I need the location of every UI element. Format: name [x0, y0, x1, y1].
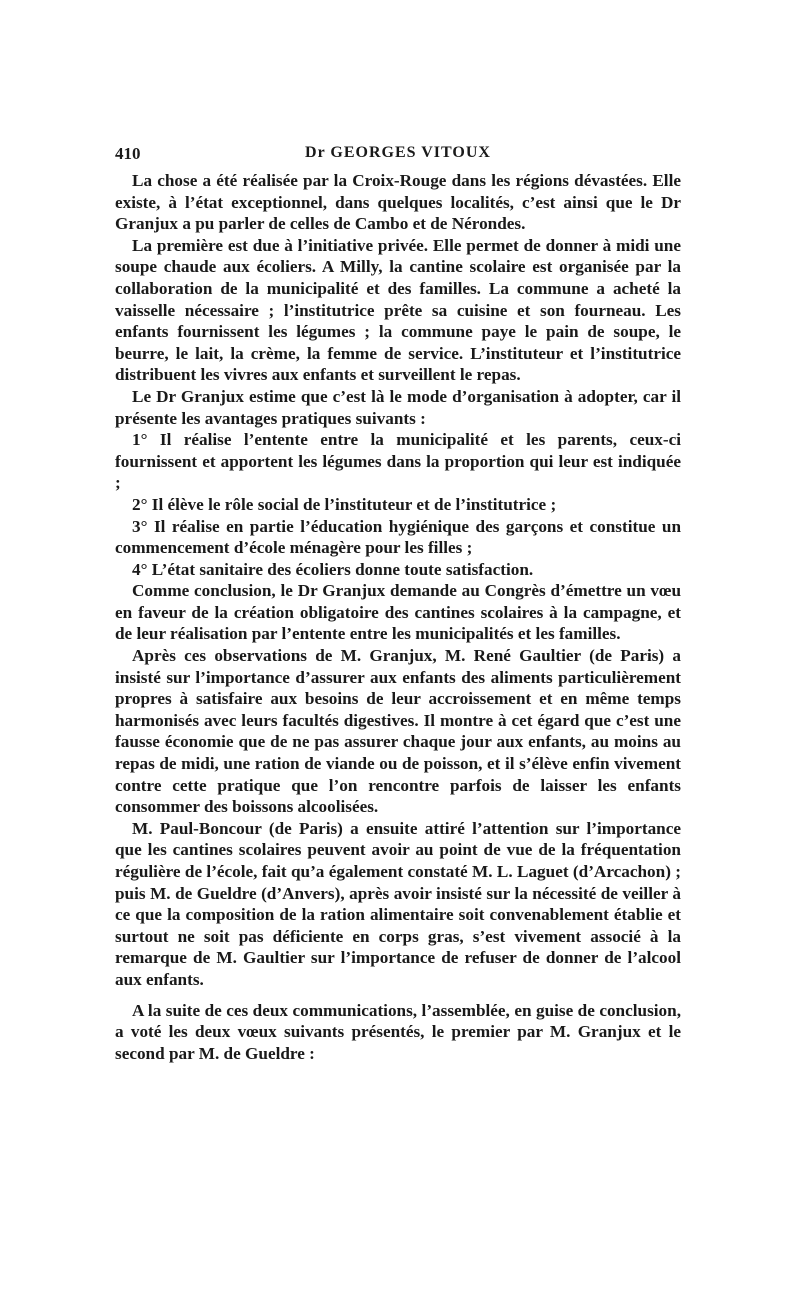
- body-text: [115, 170, 681, 1064]
- paragraph: A la suite de ces deux communications, l’assemblée, en guise de conclusion, a voté les deux vœux suivants présentés, le premier par M. Granjux et le second par M. de Gueldre :: [115, 1000, 681, 1063]
- paragraph: Le Dr Granjux estime que c’est là le mode d’organisation à adopter, car il présente les avantages pratiques suivants :: [115, 386, 681, 428]
- paragraph: Comme conclusion, le Dr Granjux demande au Congrès d’émettre un vœu en faveur de la création obligatoire des cantines scolaires à la campagne, et de leur réalisation par l’entente entre les municipalités et les familles.: [115, 581, 681, 644]
- paragraph: Après ces observations de M. Granjux, M. René Gaultier (de Paris) a insisté sur l’importance d’assurer aux enfants des aliments particulièrement propres à satisfaire aux besoins de leur accroissement et en même temps harmonisés avec leurs facultés digestives. Il montre à cet égard que c’est une fausse économie que de ne pas assurer chaque jour aux enfants, au moins au repas de midi, une ration de viande ou de poisson, et il s’élève enfin vivement contre cette pratique que l’on rencontre parfois de laisser les enfants consommer des boissons alcoolisées.: [115, 646, 681, 817]
- list-item: 1° Il réalise l’entente entre la municipalité et les parents, ceux-ci fournissent et apportent les légumes dans la proportion qui leur est indiquée ;: [115, 430, 681, 493]
- list-item: 2° Il élève le rôle social de l’instituteur et de l’institutrice ;: [132, 494, 557, 514]
- paragraph: La chose a été réalisée par la Croix-Rouge dans les régions dévastées. Elle existe, à l’état exceptionnel, dans quelques localités, c’est ainsi que le Dr Granjux a pu parler de celles de Cambo et de Nérondes.: [115, 171, 681, 234]
- book-page: [115, 140, 681, 1064]
- page-header: [115, 140, 681, 170]
- paragraph: M. Paul-Boncour (de Paris) a ensuite attiré l’attention sur l’importance que les cantines scolaires peuvent avoir au point de vue de la fréquentation régulière de l’école, fait qu’a également constaté M. L. Laguet (d’Arcachon) ; puis M. de Gueldre (d’Anvers), après avoir insisté sur la nécessité de veiller à ce que la composition de la ration alimentaire soit convenablement établie et surtout ne soit pas déficiente en corps gras, s’est vivement associé à la remarque de M. Gaultier sur l’importance de refuser de donner de l’alcool aux enfants.: [115, 818, 681, 989]
- list-item: 3° Il réalise en partie l’éducation hygiénique des garçons et constitue un commencement d’école ménagère pour les filles ;: [115, 516, 681, 558]
- running-head: Dr GEORGES VITOUX: [305, 144, 491, 161]
- paragraph: La première est due à l’initiative privée. Elle permet de donner à midi une soupe chaude aux écoliers. A Milly, la cantine scolaire est organisée par la collaboration de la municipalité et des familles. La commune a acheté la vaisselle nécessaire ; l’institutrice prête sa cuisine et son fourneau. Les enfants fournissent les légumes ; la commune paye le pain de soupe, le beurre, le lait, la crème, la femme de service. L’instituteur et l’institutrice distribuent les vivres aux enfants et surveillent le repas.: [115, 235, 681, 385]
- list-item: 4° L’état sanitaire des écoliers donne toute satisfaction.: [132, 559, 534, 579]
- page-number: 410: [115, 144, 141, 163]
